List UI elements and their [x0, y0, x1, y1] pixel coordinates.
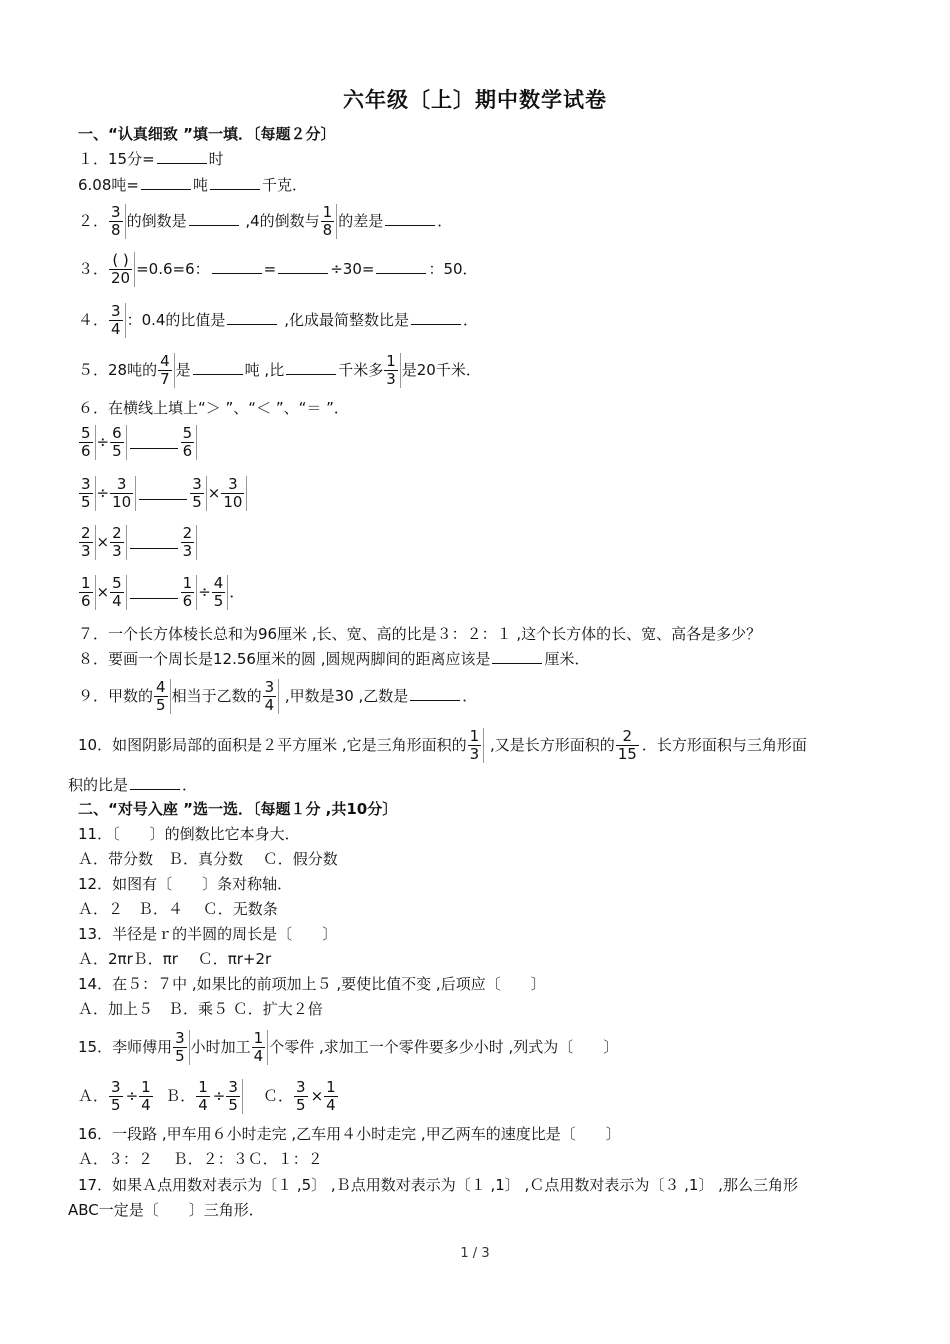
answer-blank[interactable]	[492, 649, 542, 664]
question-9: ９．甲数的 $\frac{4}{5}$ 相当于乙数的 $\frac{3}{4}$ ,甲数是30 ,乙数是 ．	[78, 678, 478, 714]
fraction: $\frac{3}{5}$	[111, 1078, 121, 1114]
fraction: $\frac{1}{8}$	[321, 204, 338, 239]
question-15-options	[78, 1074, 341, 1118]
question-12-options: Ａ．２ Ｂ．４ Ｃ．无数条	[78, 900, 278, 918]
answer-blank[interactable]	[141, 175, 191, 190]
question-17: 17．如果Ａ点用数对表示为〔１ ,5〕 ,Ｂ点用数对表示为〔１ ,1〕 ,Ｃ点用数对表示为〔３ ,1〕 ,那么三角形	[78, 1176, 798, 1194]
fraction: $\frac{2}{3}$	[110, 525, 127, 560]
question-13-options: Ａ．2πrＢ．πr Ｃ．πr+2r	[78, 950, 272, 968]
fraction: $\frac{3}{5}$	[226, 1079, 243, 1114]
answer-blank[interactable]	[193, 360, 243, 375]
fraction: $\frac{3}{5}$	[190, 476, 207, 511]
answer-blank[interactable]	[410, 686, 460, 701]
fraction: $\frac{2}{15}$	[617, 727, 637, 763]
fraction: $\frac{3}{5}$	[296, 1078, 306, 1114]
question-5: ５．28吨的 $\frac{4}{7}$ 是 吨 ,比 千米多 $\frac{1}{3}$ 是20千米．	[78, 352, 481, 388]
question-1b: 6.08吨= 吨 千克．	[78, 176, 307, 194]
question-2: ２． $\frac{3}{8}$ 的倒数是 ,4的倒数与 $\frac{1}{8}$ 的差是 ．	[78, 203, 453, 239]
page-number: 1 / 3	[460, 1246, 490, 1261]
answer-blank[interactable]	[189, 211, 239, 226]
question-1: １．15分= 时	[78, 150, 224, 168]
question-6: ６．在横线上填上“＞ ”、“＜ ”、“＝ ”．	[78, 399, 349, 417]
compare-blank[interactable]	[130, 536, 178, 549]
answer-blank[interactable]	[210, 175, 260, 190]
question-10: 10．如图阴影局部的面积是２平方厘米 ,它是三角形面积的 $\frac{1}{3}$ ,又是长方形面积的 $\frac{2}{15}$ ．长方形面积与三角形面	[78, 727, 807, 763]
answer-blank[interactable]	[286, 360, 336, 375]
fraction: $\frac{1}{6}$	[181, 575, 198, 610]
fraction: $\frac{3}{4}$	[109, 303, 126, 338]
question-15: 15．李师傅用 $\frac{3}{5}$ 小时加工 $\frac{1}{4}$ 个零件 ,求加工一个零件要多少小时 ,列式为〔 〕	[78, 1029, 619, 1065]
fraction: $\frac{1}{3}$	[468, 728, 485, 763]
answer-blank[interactable]	[130, 775, 180, 790]
question-11-options: Ａ．带分数 Ｂ．真分数 Ｃ．假分数	[78, 850, 338, 868]
answer-blank[interactable]	[157, 149, 207, 164]
fraction: $\frac{3}{8}$	[109, 204, 126, 239]
fraction: $\frac{5}{6}$	[181, 425, 198, 460]
question-3: ３． $\frac{( )}{20}$ =0.6=6： = ÷30= ：50．	[78, 251, 478, 287]
fraction: $\frac{4}{5}$	[154, 679, 171, 714]
fraction: $\frac{2}{3}$	[181, 525, 198, 560]
option-c[interactable]: Ｃ． $\frac{3}{5}$ × $\frac{1}{4}$	[263, 1087, 341, 1105]
compare-blank[interactable]	[139, 487, 187, 500]
compare-blank[interactable]	[130, 436, 178, 449]
question-11: 11．〔 〕的倒数比它本身大．	[78, 825, 300, 843]
fraction: $\frac{3}{5}$	[173, 1030, 190, 1065]
fraction: $\frac{4}{7}$	[158, 353, 175, 388]
question-7: ７．一个长方体棱长总和为96厘米 ,长、宽、高的比是３：２：１ ,这个长方体的长、宽、高各是多少？	[78, 625, 762, 643]
question-14: 14．在５：７中 ,如果比的前项加上５ ,要使比值不变 ,后项应〔 〕	[78, 975, 546, 993]
option-b[interactable]: Ｂ． $\frac{1}{4}$ ÷ $\frac{3}{5}$	[165, 1087, 244, 1105]
question-14-options: Ａ．加上５ Ｂ．乘５ Ｃ．扩大２倍	[78, 1000, 323, 1018]
fraction: $\frac{2}{3}$	[79, 525, 96, 560]
fraction: $\frac{3}{4}$	[263, 679, 280, 714]
fraction: $\frac{4}{5}$	[212, 575, 229, 610]
answer-blank[interactable]	[212, 259, 262, 274]
fraction: $\frac{1}{4}$	[141, 1078, 151, 1114]
fraction: $\frac{3}{10}$	[221, 476, 247, 511]
question-16-options: Ａ．３：２ Ｂ．２：３Ｃ．１：２	[78, 1150, 323, 1168]
fraction: $\frac{( )}{20}$	[109, 252, 135, 287]
fraction: $\frac{3}{5}$	[79, 476, 96, 511]
fraction: $\frac{5}{4}$	[110, 575, 127, 610]
answer-blank[interactable]	[385, 211, 435, 226]
page-title: 六年级〔上〕期中数学试卷	[343, 88, 607, 112]
fraction: $\frac{1}{6}$	[79, 575, 96, 610]
question-4: ４． $\frac{3}{4}$ ：0.4的比值是 ,化成最简整数比是 ．	[78, 302, 478, 338]
question-6-row-2: $\frac{3}{5}$ ÷ $\frac{3}{10}$ $\frac{3}{5}$ × $\frac{3}{10}$	[78, 471, 248, 515]
answer-blank[interactable]	[278, 259, 328, 274]
answer-blank[interactable]	[227, 310, 277, 325]
option-a[interactable]: Ａ． $\frac{3}{5}$ ÷ $\frac{1}{4}$	[78, 1087, 156, 1105]
fraction: $\frac{3}{10}$	[110, 476, 136, 511]
question-16: 16．一段路 ,甲车用６小时走完 ,乙车用４小时走完 ,甲乙两车的速度比是〔 〕	[78, 1125, 621, 1143]
fraction: $\frac{5}{6}$	[79, 425, 96, 460]
fraction: $\frac{1}{4}$	[252, 1030, 269, 1065]
fraction: $\frac{6}{5}$	[110, 425, 127, 460]
section-1-heading: 一、“认真细致 ”填一填．〔每题２分〕	[78, 125, 336, 143]
fraction: $\frac{1}{3}$	[384, 353, 401, 388]
section-2-heading: 二、“对号入座 ”选一选．〔每题１分 ,共10分〕	[78, 800, 398, 818]
question-12: 12．如图有〔 〕条对称轴．	[78, 875, 293, 893]
question-8: ８．要画一个周长是12.56厘米的圆 ,圆规两脚间的距离应该是 厘米．	[78, 650, 590, 668]
question-17-cont: ABC一定是〔 〕三角形．	[68, 1201, 264, 1219]
question-10-cont: 积的比是 ．	[68, 776, 198, 794]
question-6-row-3: $\frac{2}{3}$ × $\frac{2}{3}$ $\frac{2}{3}$	[78, 520, 198, 564]
answer-blank[interactable]	[376, 259, 426, 274]
question-6-row-1: $\frac{5}{6}$ ÷ $\frac{6}{5}$ $\frac{5}{6}$	[78, 420, 198, 464]
compare-blank[interactable]	[130, 586, 178, 599]
answer-blank[interactable]	[411, 310, 461, 325]
fraction: $\frac{1}{4}$	[198, 1078, 208, 1114]
fraction: $\frac{1}{4}$	[326, 1078, 336, 1114]
question-6-row-4: $\frac{1}{6}$ × $\frac{5}{4}$ $\frac{1}{6}$ ÷ $\frac{4}{5}$ ．	[81, 574, 245, 610]
question-13: 13．半径是ｒ的半圆的周长是〔 〕	[78, 925, 338, 943]
